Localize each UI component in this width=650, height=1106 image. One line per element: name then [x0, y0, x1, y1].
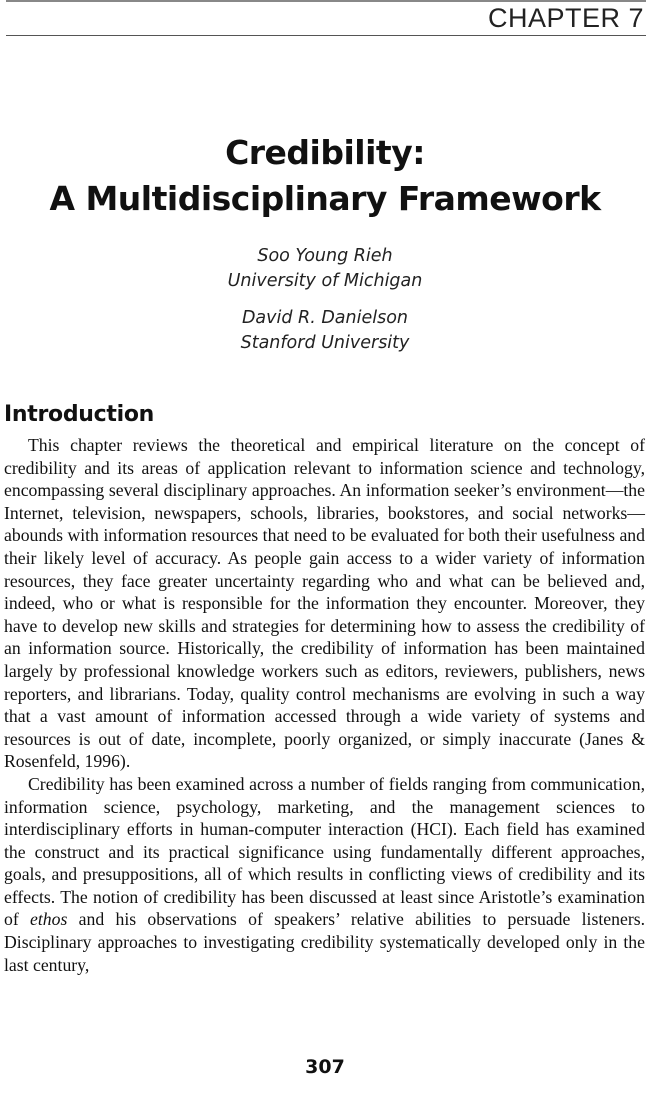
chapter-title — [0, 130, 650, 222]
paragraph — [4, 773, 645, 976]
paragraph-text: and his observations of speakers’ relative abilities to persuade listeners. Disciplinary approaches to investigating credibility systematically developed only in the last century, — [4, 909, 646, 975]
author-affiliation: Stanford University — [240, 333, 410, 353]
author-name: Soo Young Rieh — [257, 246, 393, 266]
paragraph-text: Credibility has been examined across a number of fields ranging from communication, information science, psychology, marketing, and the management sciences to interdisciplinary efforts in human-computer interaction (HCI). Each field has examined the construct and its practical significance using fundamentally different approaches, goals, and presuppositions, all of which results in conflicting views of credibility and its effects. The notion of credibility has been discussed at least since Aristotle’s examination of — [4, 773, 645, 930]
italic-term: ethos — [30, 909, 68, 930]
author-entry — [0, 306, 650, 356]
chapter-title-line-1: Credibility: — [225, 133, 425, 172]
section-heading: Introduction — [4, 402, 155, 427]
chapter-title-line-2: A Multidisciplinary Framework — [49, 179, 601, 218]
paragraph: This chapter reviews the theoretical and empirical literature on the concept of credibility and its areas of application relevant to information science and technology, encompassing several disciplinary approaches. An information seeker’s environment—the Internet, television, newspapers, schools, libraries, bookstores, and social networks—abounds with information resources that need to be evaluated for both their usefulness and their likely level of accuracy. As people gain access to a wider variety of information resources, they face greater uncertainty regarding who and what can be believed and, indeed, who or what is responsible for the information they encounter. Moreover, they have to develop new skills and strategies for determining how to assess the credibility of an information source. Historically, the credibility of information has been maintained largely by professional knowledge workers such as editors, reviewers, publishers, news reporters, and librarians. Today, quality control mechanisms are evolving in such a way that a vast amount of information accessed through a wide variety of systems and resources is out of date, incomplete, poorly organized, or simply inaccurate (Janes & Rosenfeld, 1996). — [4, 435, 645, 772]
author-affiliation: University of Michigan — [227, 271, 423, 291]
body-text — [4, 434, 645, 976]
page-number: 307 — [305, 1056, 345, 1078]
author-name: David R. Danielson — [241, 308, 409, 328]
chapter-label: CHAPTER 7 — [487, 3, 644, 33]
chapter-rule — [6, 35, 646, 36]
author-entry — [0, 244, 650, 294]
author-list — [0, 244, 650, 356]
